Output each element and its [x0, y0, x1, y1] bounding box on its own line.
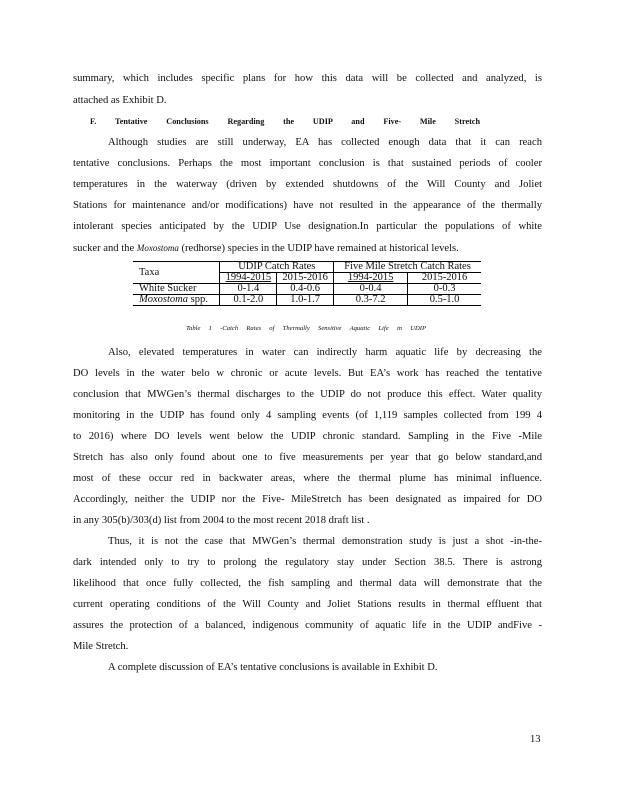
para1-line-5: intolerant species anticipated by the UDIP Use designation.In particular the populations of white — [73, 221, 542, 232]
para2-line-1: Also, elevated temperatures in water can indirectly harm aquatic life by decreasing the — [108, 347, 542, 358]
para4-line-1: A complete discussion of EA’s tentative conclusions is available in Exhibit D. — [108, 662, 438, 673]
para1-line-2: tentative conclusions. Perhaps the most important conclusion is that sustained periods of cooler — [73, 158, 542, 169]
table-period: 2015-2016 — [277, 273, 334, 284]
para2-line-7: most of these occur red in backwater areas, where the thermal plume has minimal influence. — [73, 473, 542, 484]
table-period: 1994-2015 — [334, 273, 408, 284]
para3-line-1: Thus, it is not the case that MWGen’s thermal demonstration study is just a shot -in-the- — [108, 536, 542, 547]
table-cell: 0.5-1.0 — [408, 295, 481, 306]
para2-line-3: conclusion that MWGen’s thermal discharges to the UDIP do not produce this effect. Water quality — [73, 389, 542, 400]
page-number: 13 — [530, 734, 541, 745]
para1-line-1: Although studies are still underway, EA has collected enough data that it can reach — [108, 137, 542, 148]
para3-line-6: Mile Stretch. — [73, 641, 129, 652]
para2-line-5: to 2016) where DO levels went below the UDIP chronic standard. Sampling in the Five -Mile — [73, 431, 542, 442]
para3-line-2: dark intended only to try to prolong the regulatory stay under Section 38.5. There is astrong — [73, 557, 542, 568]
para1-line-3: temperatures in the waterway (driven by extended shutdowns of the Will County and Joliet — [73, 179, 542, 190]
para2-line-4: monitoring in the UDIP has found only 4 sampling events (of 1,119 samples collected from 199 4 — [73, 410, 542, 421]
table-header-udip: UDIP Catch Rates — [220, 262, 334, 273]
para3-line-4: current operating conditions of the Will County and Joliet Stations results in thermal effluent that — [73, 599, 542, 610]
table-period: 1994-2015 — [220, 273, 277, 284]
para2-line-9: in any 305(b)/303(d) list from 2004 to the most recent 2018 draft list . — [73, 515, 370, 526]
table-cell: 0.4-0.6 — [277, 284, 334, 295]
para3-line-5: assures the protection of a balanced, indigenous community of aquatic life in the UDIP andFive - — [73, 620, 542, 631]
table-row — [133, 295, 481, 306]
intro-line-2: attached as Exhibit D. — [73, 95, 167, 106]
table-cell-taxa: White Sucker — [133, 284, 220, 295]
para1-line-6: sucker and the Moxostoma (redhorse) species in the UDIP have remained at historical levels. — [73, 243, 459, 254]
para2-line-6: Stretch has also only found about one to five measurements per year that go below standard,and — [73, 452, 542, 463]
table-cell: 1.0-1.7 — [277, 295, 334, 306]
table-cell: 0.1-2.0 — [220, 295, 277, 306]
moxostoma-italic: Moxostoma — [136, 243, 179, 253]
table-cell: 0-0.3 — [408, 284, 481, 295]
para3-line-3: likelihood that once fully collected, the fish sampling and thermal data will demonstrate that the — [73, 578, 542, 589]
table-cell-taxa: Moxostoma spp. — [133, 295, 220, 306]
table-row — [133, 284, 481, 295]
table-header-taxa: Taxa — [133, 262, 220, 284]
para2-line-8: Accordingly, neither the UDIP nor the Five- MileStretch has been designated as impaired for DO — [73, 494, 542, 505]
table-caption: Table 1 -Catch Rates of Thermally Sensitive Aquatic Life in UDIP — [186, 325, 426, 332]
table-cell: 0.3-7.2 — [334, 295, 408, 306]
table-period: 2015-2016 — [408, 273, 481, 284]
para2-line-2: DO levels in the water belo w chronic or acute levels. But EA’s work has reached the tentative — [73, 368, 542, 379]
table-cell: 0-1.4 — [220, 284, 277, 295]
catch-rates-table — [133, 261, 481, 306]
section-heading: F. Tentative Conclusions Regarding the UDIP and Five- Mile Stretch — [90, 117, 480, 126]
para1-line-4: Stations for maintenance and/or modifications) have not resulted in the appearance of the thermally — [73, 200, 542, 211]
intro-line-1: summary, which includes specific plans for how this data will be collected and analyzed, is — [73, 73, 542, 84]
table-header-five-mile: Five Mile Stretch Catch Rates — [334, 262, 481, 273]
table-cell: 0-0.4 — [334, 284, 408, 295]
